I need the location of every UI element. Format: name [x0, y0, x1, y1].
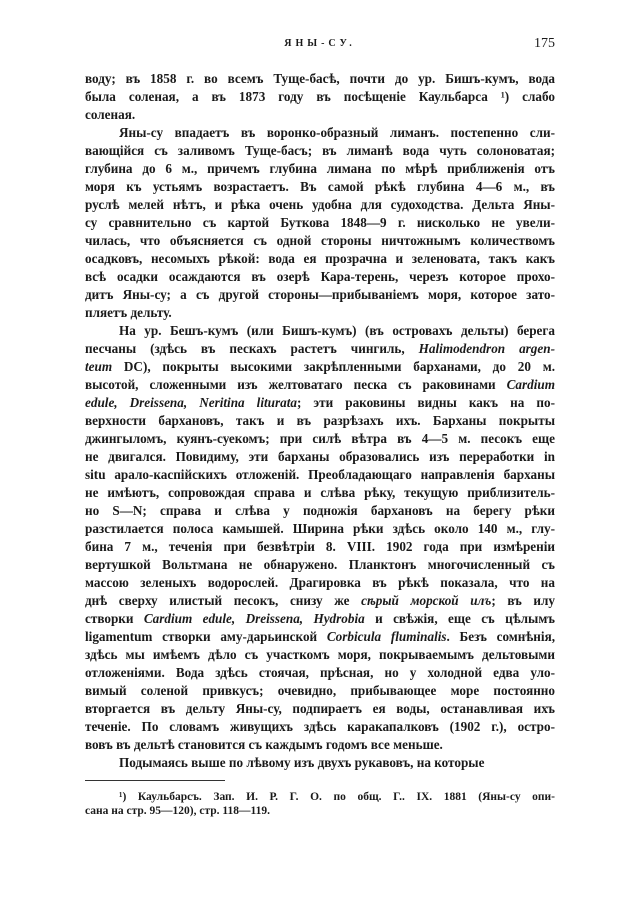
text-segment: ; въ илу	[491, 593, 556, 608]
text-segment: вовъ въ дельтѣ становится съ каждымъ годомъ все меньше.	[85, 737, 443, 752]
text-line	[85, 502, 555, 520]
text-line	[85, 394, 555, 412]
text-segment: моря къ устьямъ возрастаетъ. Въ самой рѣкѣ глубина 4—6 м., въ	[85, 179, 555, 194]
text-segment: Подымаясь выше по лѣвому изъ двухъ рукавовъ, на которые	[119, 755, 485, 770]
text-line	[85, 70, 555, 88]
text-segment: и свѣжія, еще съ цѣлымъ	[364, 611, 555, 626]
text-segment: чилась, что объясняется съ одной стороны ничтожнымъ количествомъ	[85, 233, 555, 248]
text-line	[85, 538, 555, 556]
paragraph	[85, 322, 555, 754]
text-line	[85, 106, 555, 124]
text-segment: не двигался. Повидиму, эти барханы образовались изъ переработки in	[85, 449, 555, 464]
text-line	[85, 574, 555, 592]
text-segment: отложеніями. Вода здѣсь стоячая, прѣсная, но у холодной едва уло-	[85, 665, 555, 680]
text-line	[85, 268, 555, 286]
footnote-line: сана на стр. 95—120), стр. 118—119.	[85, 805, 271, 817]
text-segment: воду; въ 1858 г. во всемъ Туще-басѣ, почти до ур. Бишъ-кумъ, вода	[85, 71, 555, 86]
text-line	[85, 142, 555, 160]
text-line	[85, 466, 555, 484]
italic-text: Corbicula fluminalis	[326, 629, 447, 644]
text-segment: была соленая, а въ 1873 году въ посѣщеніе Каульбарса ¹) слабо	[85, 89, 555, 104]
text-line	[85, 358, 555, 376]
text-segment: Яны-су впадаетъ въ воронко-образный лиманъ. постепенно сли-	[119, 125, 555, 140]
text-segment: верхности бархановъ, такъ и въ разрѣзахъ ихъ. Барханы покрыты	[85, 413, 555, 428]
text-segment: соленая.	[85, 107, 136, 122]
text-segment: DC), покрыты высокими закрѣпленными барханами, до 20 м.	[112, 359, 555, 374]
text-segment: но S—N; справа и слѣва у подножія бархановъ на берегу рѣки	[85, 503, 555, 518]
text-line	[85, 610, 555, 628]
text-segment: situ арало-каспійскихъ отложеній. Преобладающаго направленія барханы	[85, 467, 555, 482]
text-line	[85, 520, 555, 538]
text-segment: теченіе. По словамъ живущихъ здѣсь каракапалковъ (1902 г.), остро-	[85, 719, 555, 734]
italic-text: Halimodendron argen-	[418, 341, 555, 356]
text-segment: ligamentum створки аму-дарьинской	[85, 629, 327, 644]
italic-text: teum	[85, 359, 113, 374]
text-segment: ; эти раковины видны какъ на по-	[296, 395, 555, 410]
text-segment: песчаны (здѣсь въ пескахъ растетъ чингиль,	[85, 341, 419, 356]
text-segment: вимый соленой привкусъ; очевидно, прибывающее море постоянно	[85, 683, 555, 698]
text-segment: . Безъ сомнѣнія,	[446, 629, 555, 644]
text-line	[85, 736, 555, 754]
text-segment: высотой, сложенными изъ желтоватаго песка съ раковинами	[85, 377, 507, 392]
page-number: 175	[534, 36, 555, 51]
text-line	[85, 448, 555, 466]
italic-text: edule, Dreissena, Neritina liturata	[85, 395, 297, 410]
footnote	[85, 790, 555, 818]
text-line	[85, 700, 555, 718]
text-segment: пляетъ дельту.	[85, 305, 172, 320]
paragraph	[85, 124, 555, 322]
text-segment: днѣ сверху илистый песокъ, снизу же	[85, 593, 362, 608]
text-segment: вертушкой Вольтмана не обнаружено. Планктонъ многочисленный съ	[85, 557, 555, 572]
text-segment: руслѣ мелей нѣтъ, и рѣка очень удобна для судоходства. Дельта Яны-	[85, 197, 555, 212]
text-line	[85, 178, 555, 196]
text-line	[85, 304, 555, 322]
italic-text: сѣрый морской илъ	[361, 593, 492, 608]
text-line	[85, 646, 555, 664]
text-line	[85, 196, 555, 214]
text-line	[85, 340, 555, 358]
text-segment: всѣ осадки осаждаются въ озерѣ Кара-терень, черезъ которое прохо-	[85, 269, 555, 284]
text-segment: не имѣютъ, сопровождая справа и слѣва рѣку, текущую приблизитель-	[85, 485, 555, 500]
text-segment: На ур. Бешъ-кумъ (или Бишъ-кумъ) (въ островахъ дельты) берега	[119, 323, 555, 338]
text-line	[85, 124, 555, 142]
text-line	[85, 232, 555, 250]
text-segment: вторгается въ дельту Яны-су, подпираетъ ея воды, останавливая ихъ	[85, 701, 555, 716]
text-line	[85, 682, 555, 700]
text-line	[85, 592, 555, 610]
text-segment: осадковъ, несомыхъ рѣкой: вода ея прозрачна и зеленовата, такъ какъ	[85, 251, 555, 266]
text-segment: створки	[85, 611, 144, 626]
text-line	[85, 754, 555, 772]
text-line	[85, 628, 555, 646]
text-line	[85, 286, 555, 304]
text-line	[85, 376, 555, 394]
body-text	[85, 70, 555, 772]
italic-text: Cardium edule, Dreissena, Hydrobia	[143, 611, 365, 626]
text-segment: су сравнительно съ картой Буткова 1848—9 г. нисколько не увели-	[85, 215, 555, 230]
text-segment: джингыломъ, куянъ-суекомъ; при силѣ вѣтра въ 4—5 м. песокъ еще	[85, 431, 555, 446]
text-line	[85, 322, 555, 340]
text-segment: глубина до 6 м., причемъ глубина лимана по мѣрѣ приближенія отъ	[85, 161, 555, 176]
text-line	[85, 214, 555, 232]
page-header	[85, 38, 555, 58]
text-line	[85, 160, 555, 178]
text-line	[85, 430, 555, 448]
paragraph	[85, 754, 555, 772]
footnote-line: ¹) Каульбарсъ. Зап. И. Р. Г. О. по общ. Г.. IX. 1881 (Яны-су опи-	[119, 791, 555, 803]
text-segment: массою зеленыхъ водорослей. Драгировка въ рѣкѣ показала, что на	[85, 575, 555, 590]
text-segment: дитъ Яны-су; а съ другой стороны—прибываніемъ моря, которое зато-	[85, 287, 555, 302]
text-segment: разстилается полоса камышей. Ширина рѣки здѣсь около 140 м., глу-	[85, 521, 555, 536]
text-line	[85, 556, 555, 574]
text-line	[85, 88, 555, 106]
text-line	[85, 718, 555, 736]
paragraph	[85, 70, 555, 124]
running-title: ЯНЫ-СУ.	[284, 38, 356, 49]
text-line	[85, 664, 555, 682]
text-segment: вающійся съ заливомъ Туще-басъ; въ лиманѣ вода чуть солоноватая;	[85, 143, 555, 158]
text-segment: бина 7 м., теченія при безвѣтріи 8. VIII. 1902 года при измѣреніи	[85, 539, 555, 554]
text-segment: здѣсь мы имѣемъ дѣло съ участкомъ моря, покрываемымъ дельтовыми	[85, 647, 555, 662]
text-line	[85, 484, 555, 502]
text-line	[85, 250, 555, 268]
footnote-divider	[85, 780, 225, 781]
italic-text: Cardium	[506, 377, 555, 392]
text-line	[85, 412, 555, 430]
